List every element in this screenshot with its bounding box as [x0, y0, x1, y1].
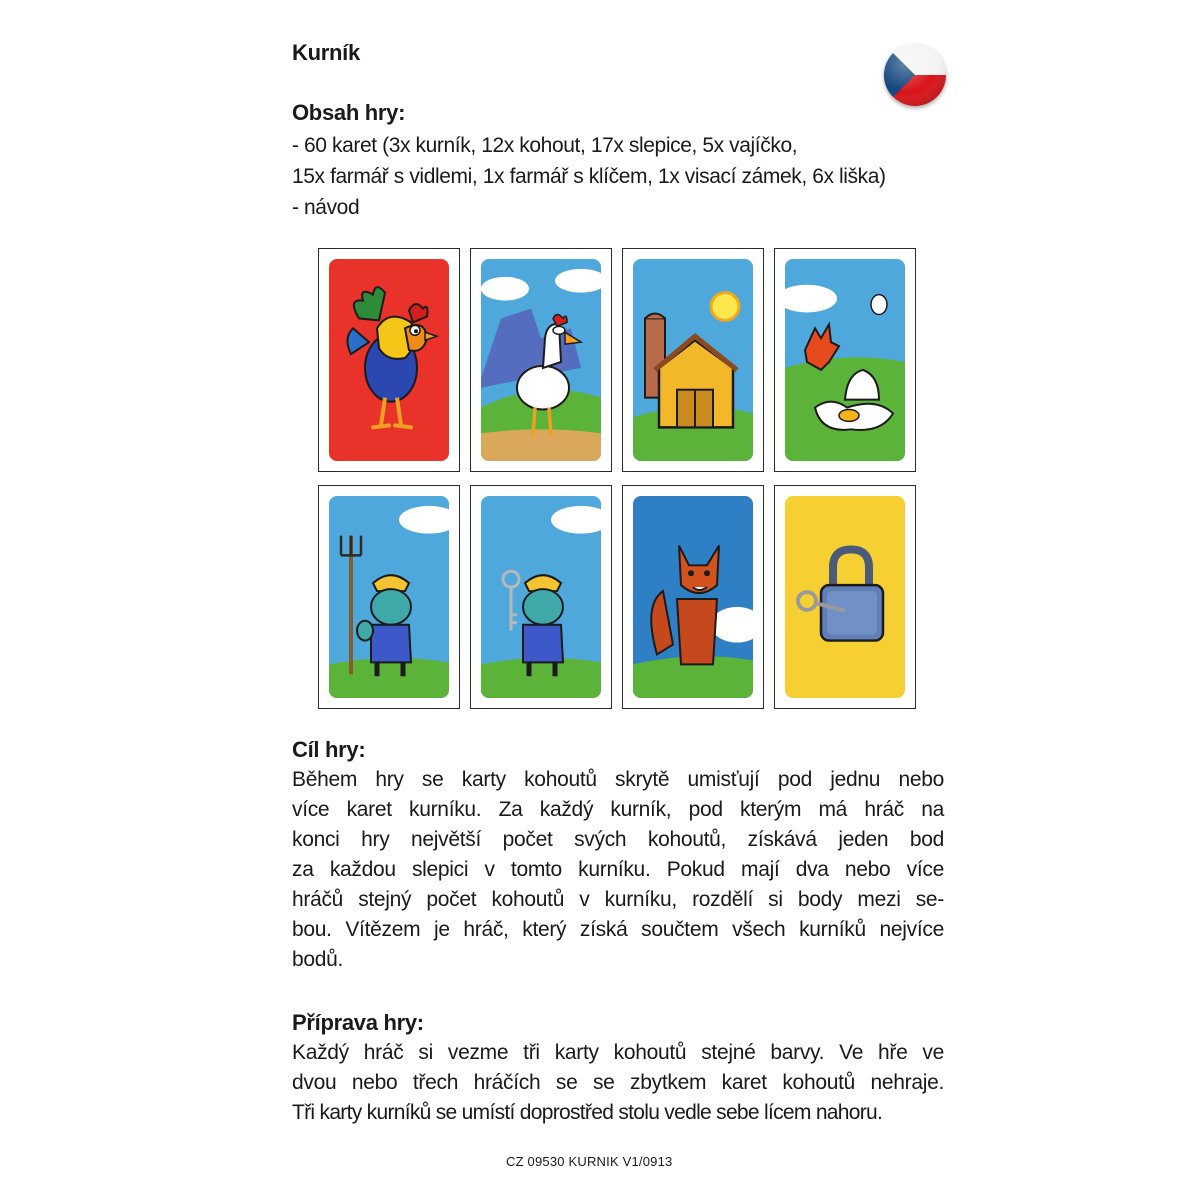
contents-heading: Obsah hry: — [292, 100, 406, 125]
goal-line: bodů. — [292, 948, 344, 971]
goal-line: konci hry největší počet svých kohoutů, získává jeden bod — [292, 828, 944, 851]
henhouse-card-icon — [622, 248, 764, 472]
czech-flag-icon — [884, 44, 946, 106]
setup-line: dvou nebo třech hráčích se se zbytkem karet kohoutů nehraje. — [292, 1071, 944, 1094]
goal-line: hráčů stejný počet kohoutů v kurníku, rozdělí si body mezi se- — [292, 888, 944, 911]
contents-line: 15x farmář s vidlemi, 1x farmář s klíčem, 1x visací zámek, 6x liška) — [292, 165, 886, 188]
setup-line: Tři karty kurníků se umístí doprostřed stolu vedle sebe lícem nahoru. — [292, 1101, 883, 1124]
hen-card-icon — [470, 248, 612, 472]
goal-line: více karet kurníku. Za každý kurník, pod kterým má hráč na — [292, 798, 944, 821]
egg-card-icon — [774, 248, 916, 472]
goal-paragraph — [292, 765, 944, 975]
setup-heading: Příprava hry: — [292, 1010, 424, 1035]
farmer-key-card-icon — [470, 485, 612, 709]
rooster-card-icon — [318, 248, 460, 472]
contents-line: - návod — [292, 196, 360, 219]
rules-page — [292, 0, 944, 1200]
setup-paragraph — [292, 1038, 944, 1128]
page-title: Kurník — [292, 40, 360, 65]
setup-line: Každý hráč si vezme tři karty kohoutů stejné barvy. Ve hře ve — [292, 1041, 944, 1064]
contents-list — [292, 130, 886, 223]
padlock-card-icon — [774, 485, 916, 709]
fox-card-icon — [622, 485, 764, 709]
contents-line: - 60 karet (3x kurník, 12x kohout, 17x slepice, 5x vajíčko, — [292, 134, 798, 157]
goal-line: Během hry se karty kohoutů skrytě umisťují pod jednu nebo — [292, 768, 944, 791]
goal-line: bou. Vítězem je hráč, který získá součtem všech kurníků nejvíce — [292, 918, 944, 941]
farmer-pitchfork-card-icon — [318, 485, 460, 709]
card-gallery — [318, 248, 918, 710]
product-code: CZ 09530 KURNIK V1/0913 — [506, 1154, 673, 1169]
goal-line: za každou slepici v tomto kurníku. Pokud mají dva nebo více — [292, 858, 944, 881]
goal-heading: Cíl hry: — [292, 737, 366, 762]
